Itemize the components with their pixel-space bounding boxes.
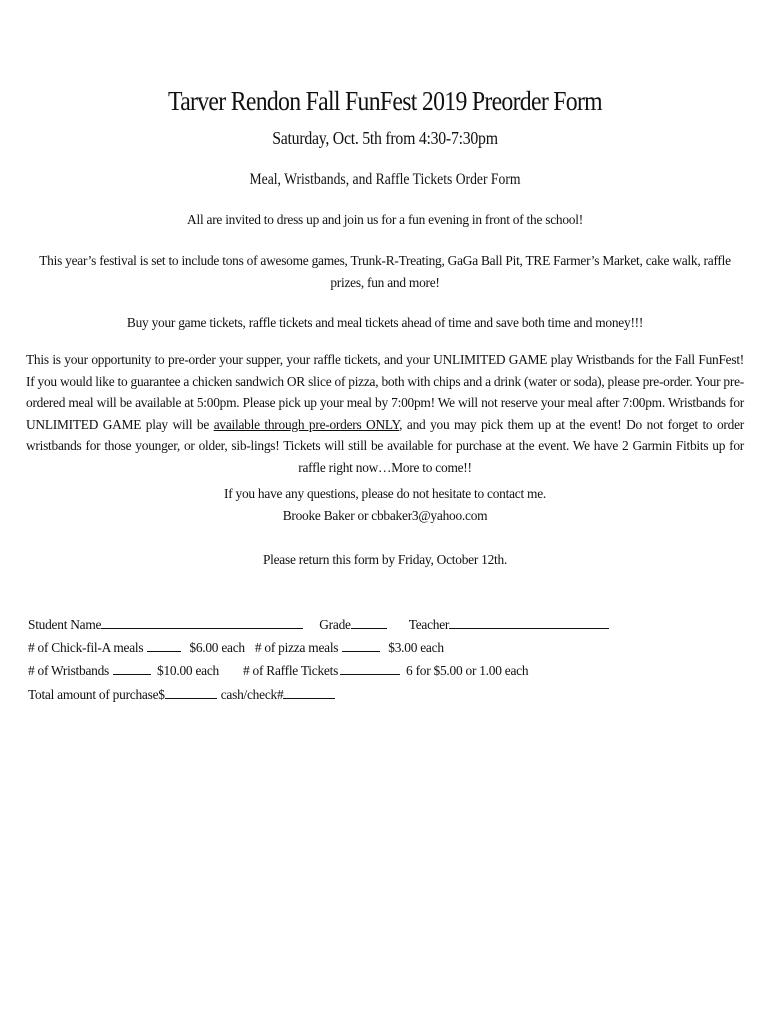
event-date: Saturday, Oct. 5th from 4:30-7:30pm (272, 128, 498, 148)
pizza-meals-label: # of pizza meals (254, 640, 339, 655)
questions-text: If you have any questions, please do not hesitate to contact me. (223, 486, 546, 501)
form-row-wristbands (28, 662, 528, 679)
raffle-price: 6 for $5.00 or 1.00 each (406, 663, 529, 678)
total-field[interactable] (165, 686, 217, 699)
details-text-a: This is your opportunity to pre-order your supper, your raffle tickets, and your UNLIMITED GAME play Wristbands for the Fall FunFest! If you would like to guarantee a chicken sandwich OR slice of pizza, both with chips and a drink (water or soda), please pre-order. Your pre-ordered meal will be available at 5:00pm. Please pick up your meal by 7:00pm! We will not reserve your meal after 7:00pm. Wristbands for UNLIMITED GAME play will be (26, 352, 744, 432)
chick-price: $6.00 each (189, 640, 245, 655)
form-row-student (28, 616, 609, 633)
wristbands-field[interactable] (113, 662, 151, 675)
pizza-meals-field[interactable] (342, 639, 380, 652)
page-title: Tarver Rendon Fall FunFest 2019 Preorder Form (168, 86, 602, 116)
wristbands-label: # of Wristbands (28, 663, 110, 678)
invite-text: All are invited to dress up and join us for a fun evening in front of the school! (187, 212, 583, 227)
chick-meals-field[interactable] (147, 639, 181, 652)
total-label: Total amount of purchase$ (28, 687, 165, 702)
student-name-label: Student Name (28, 617, 102, 632)
teacher-field[interactable] (449, 616, 609, 629)
details-underlined: available through pre-orders ONLY (213, 416, 400, 432)
wristband-price: $10.00 each (157, 663, 219, 678)
teacher-label: Teacher (408, 617, 450, 632)
details-paragraph (26, 349, 744, 478)
form-subtitle: Meal, Wristbands, and Raffle Tickets Order Form (249, 171, 521, 188)
student-name-field[interactable] (101, 616, 303, 629)
grade-label: Grade (319, 617, 351, 632)
chick-meals-label: # of Chick-fil-A meals (28, 640, 144, 655)
pizza-price: $3.00 each (388, 640, 444, 655)
raffle-field[interactable] (340, 662, 400, 675)
contact-info: Brooke Baker or cbbaker3@yahoo.com (282, 507, 488, 523)
raffle-label: # of Raffle Tickets (242, 663, 339, 678)
festival-text: This year’s festival is set to include tons of awesome games, Trunk-R-Treating, GaGa Ball Pit, TRE Farmer’s Market, cake walk, raffle prizes, fun and more! (39, 253, 731, 290)
cash-check-field[interactable] (283, 686, 335, 699)
contact-block (20, 483, 750, 526)
buy-ahead-text: Buy your game tickets, raffle tickets and meal tickets ahead of time and save both time and money!!! (126, 315, 644, 330)
grade-field[interactable] (351, 616, 387, 629)
form-row-meals (28, 639, 444, 656)
return-deadline: Please return this form by Friday, October 12th. (262, 552, 508, 567)
cash-check-label: cash/check# (220, 687, 284, 702)
form-row-total (28, 686, 335, 703)
details-text-b: , and you may pick them up at the event! Do not forget to order wristbands for those younger, or older, sib-lings! Tickets will still be available for purchase at the event. We have 2 Garmin Fitbits up for raffle right now…More to come!! (26, 416, 744, 475)
